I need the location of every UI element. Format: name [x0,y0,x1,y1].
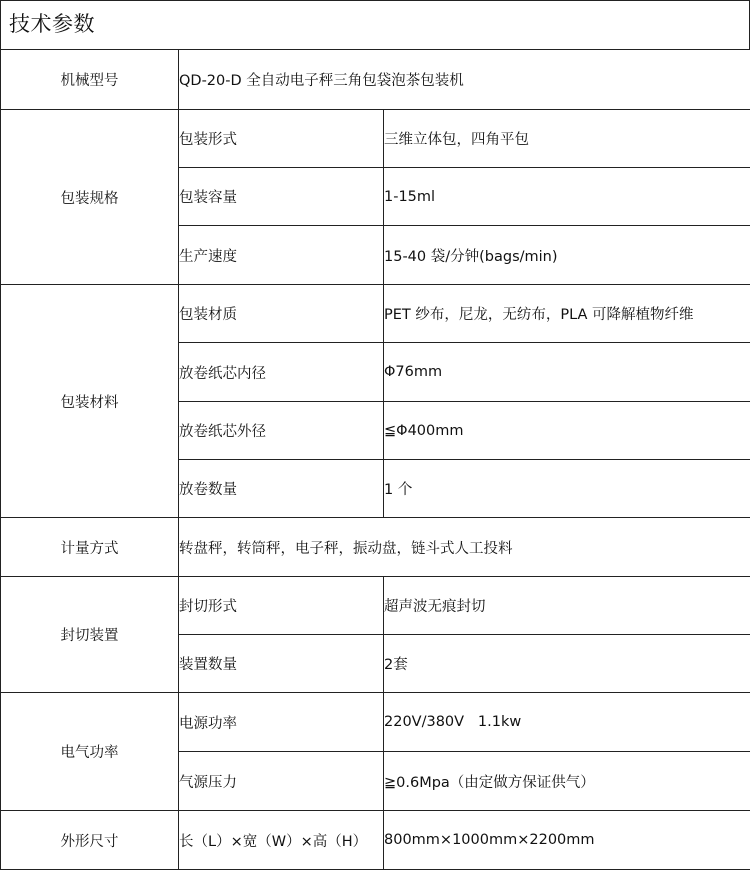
param-name: 包装材质 [179,285,384,343]
param-name: 放卷数量 [179,460,384,518]
param-name: 包装形式 [179,110,384,168]
param-name: 包装容量 [179,168,384,226]
category-label: 机械型号 [1,50,179,110]
table-row [1,285,750,343]
param-name: 长（L）×宽（W）×高（H） [179,811,384,870]
param-name: 封切形式 [179,577,384,635]
param-value: ≦Φ400mm [384,402,750,460]
metering-value: 转盘秤，转筒秤，电子秤，振动盘，链斗式人工投料 [179,518,750,577]
param-name: 电源功率 [179,693,384,752]
param-name: 装置数量 [179,635,384,693]
table-row [1,50,750,110]
param-value: 超声波无痕封切 [384,577,750,635]
param-value: 1-15ml [384,168,750,226]
param-value: 800mm×1000mm×2200mm [384,811,750,870]
category-label: 包装材料 [1,285,179,518]
param-value: 15-40 袋/分钟(bags/min) [384,226,750,285]
category-label: 外形尺寸 [1,811,179,870]
param-value: Φ76mm [384,343,750,402]
param-name: 气源压力 [179,752,384,811]
table-row [1,518,750,577]
param-value: ≧0.6Mpa（由定做方保证供气） [384,752,750,811]
category-label: 计量方式 [1,518,179,577]
param-name: 放卷纸芯内径 [179,343,384,402]
param-name: 放卷纸芯外径 [179,402,384,460]
param-value: 220V/380V 1.1kw [384,693,750,752]
param-name: 生产速度 [179,226,384,285]
table-row [1,811,750,870]
category-label: 包装规格 [1,110,179,285]
model-value: QD-20-D 全自动电子秤三角包袋泡茶包装机 [179,50,750,110]
category-label: 封切装置 [1,577,179,693]
spec-table [0,49,750,870]
category-label: 电气功率 [1,693,179,811]
param-value: 三维立体包，四角平包 [384,110,750,168]
page-title: 技术参数 [0,0,750,49]
table-row [1,693,750,752]
table-row [1,577,750,635]
table-row [1,110,750,168]
param-value: 2套 [384,635,750,693]
param-value: 1 个 [384,460,750,518]
param-value: PET 纱布，尼龙，无纺布，PLA 可降解植物纤维 [384,285,750,343]
